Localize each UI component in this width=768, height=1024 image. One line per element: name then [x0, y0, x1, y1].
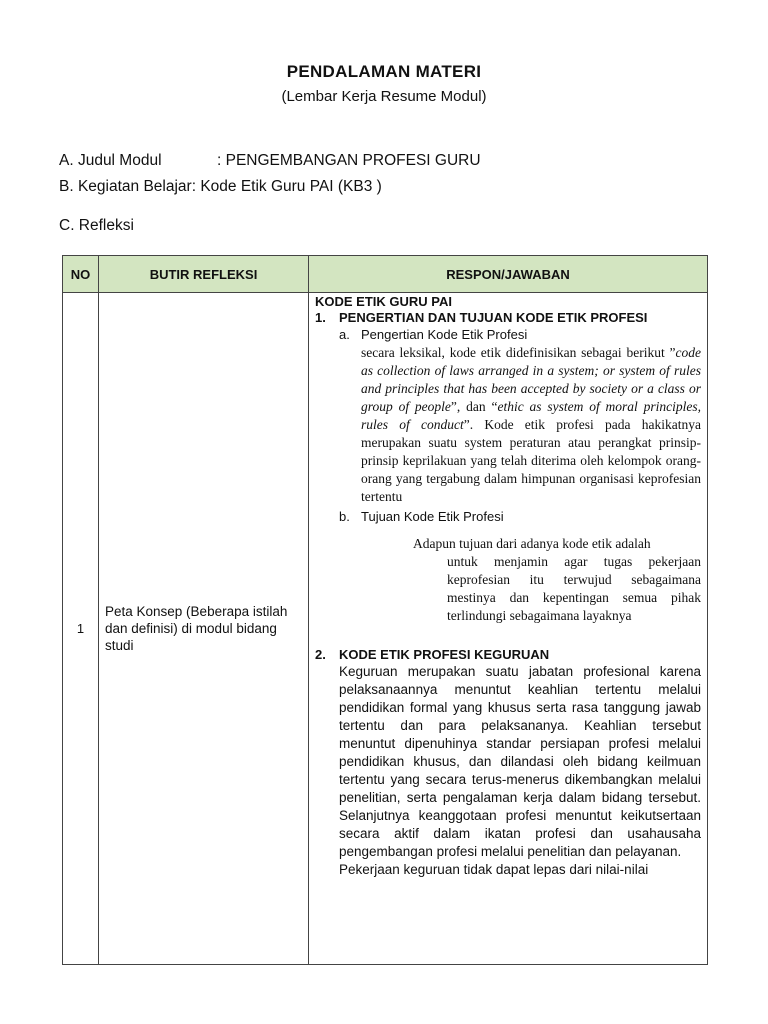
- judul-modul-value: : PENGEMBANGAN PROFESI GURU: [217, 152, 481, 169]
- refleksi-label: C. Refleksi: [59, 217, 134, 234]
- response-heading: KODE ETIK GURU PAI: [315, 294, 452, 309]
- kegiatan-belajar-line: [59, 178, 382, 196]
- section-2-paragraph-2: Pekerjaan keguruan tidak dapat lepas dari nilai-nilai: [339, 862, 649, 877]
- row-butir-refleksi: Peta Konsep (Beberapa istilah dan definisi) di modul bidang studi: [99, 293, 309, 965]
- subsection-a-paragraph: [315, 344, 701, 506]
- section-2-title: KODE ETIK PROFESI KEGURUAN: [339, 647, 550, 662]
- section-2-number: 2.: [315, 647, 326, 662]
- para-b-rest: untuk menjamin agar tugas pekerjaan keprofesian itu terwujud sebagaimana mestinya dan kepentingan semua pihak terlindungi sebagaimana layaknya: [447, 554, 701, 623]
- table-header-row: [63, 256, 708, 293]
- subsection-b-marker: b.: [339, 509, 350, 524]
- para-a-text-3: ”. Kode etik profesi pada hakikatnya merupakan suatu system peraturan atau perangkat prinsip-prinsip keprilakuan yang telah diterima oleh kelompok orang-orang yang tergabung dalam himpunan organisasi keprofesian tertentu: [361, 417, 701, 504]
- header-respon-jawaban: RESPON/JAWABAN: [309, 256, 708, 293]
- para-a-text-2: ”, dan “: [450, 399, 498, 414]
- header-no: NO: [63, 256, 99, 293]
- section-2-paragraph-1: Keguruan merupakan suatu jabatan profesional karena pelaksanaannya menuntut keahlian tertentu melalui pendidikan formal yang khusus serta rasa tanggung jawab tertentu dan para pelaksananya. Keahlian tersebut menuntut dipenuhinya standar persiapan profesi melalui pendidikan khusus, dan dilandasi oleh bidang keilmuan tertentu yang secara terus-menerus dikembangkan melalui penelitian, serta pengalaman kerja dalam bidang tersebut. Selanjutnya keanggotaan profesi menuntut keikutsertaan secara aktif dalam ikatan profesi dan usahausaha pengembangan profesi melalui penelitian dan pelayanan.: [339, 664, 701, 859]
- para-a-quote-2: ethic as system of moral principles, rules of conduct: [361, 399, 701, 432]
- section-1-heading: [315, 310, 701, 326]
- para-a-text-1: secara leksikal, kode etik didefinisikan sebagai berikut ”: [361, 345, 676, 360]
- table-row: [63, 293, 708, 965]
- row-respon-jawaban: [309, 293, 708, 965]
- kegiatan-belajar-label: B. Kegiatan Belajar: [59, 178, 192, 195]
- section-2-heading: [315, 647, 701, 663]
- section-1-title: PENGERTIAN DAN TUJUAN KODE ETIK PROFESI: [339, 310, 648, 325]
- subsection-a-title: Pengertian Kode Etik Profesi: [361, 327, 528, 342]
- row-number: 1: [63, 293, 99, 965]
- reflection-table: [62, 255, 708, 965]
- header-butir-refleksi: BUTIR REFLEKSI: [99, 256, 309, 293]
- para-a-quote-1: code as collection of laws arranged in a system; or system of rules and principles that has been accepted by society or a class or group of people: [361, 345, 701, 414]
- subsection-b-paragraph: [315, 535, 701, 625]
- judul-modul-line: [59, 152, 481, 170]
- subsection-a-marker: a.: [339, 327, 350, 342]
- judul-modul-label: A. Judul Modul: [59, 152, 162, 169]
- para-b-first-line: Adapun tujuan dari adanya kode etik adalah: [413, 536, 651, 551]
- section-1-number: 1.: [315, 310, 326, 325]
- page-title: PENDALAMAN MATERI: [286, 62, 482, 81]
- page-subtitle: (Lembar Kerja Resume Modul): [281, 88, 487, 105]
- kegiatan-belajar-value: : Kode Etik Guru PAI (KB3 ): [191, 178, 382, 195]
- subsection-b-heading: [315, 508, 701, 525]
- subsection-a-heading: [315, 326, 701, 343]
- subsection-b-title: Tujuan Kode Etik Profesi: [361, 509, 504, 524]
